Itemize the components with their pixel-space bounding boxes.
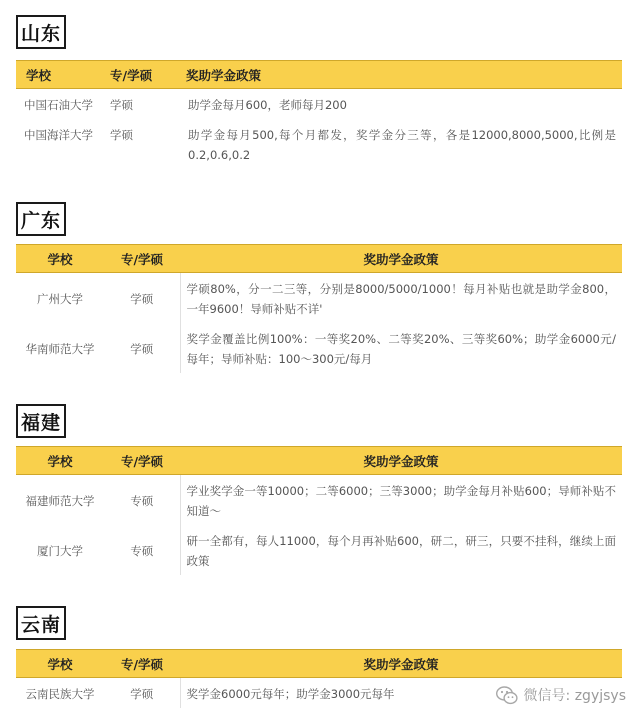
policy-table [16, 60, 622, 169]
table-row [16, 475, 622, 526]
cell-school: 厦门大学 [37, 544, 83, 558]
province-title: 福建 [16, 404, 66, 438]
cell-school: 华南师范大学 [25, 342, 95, 356]
header-degree: 专/学硕 [104, 61, 180, 89]
wechat-watermark [496, 685, 626, 705]
cell-school: 福建师范大学 [25, 494, 95, 508]
cell-degree: 学硕 [130, 342, 154, 356]
table-row [16, 323, 622, 373]
cell-degree: 学硕 [130, 687, 154, 701]
cell-policy: 奖学金覆盖比例100%：一等奖20%、二等奖20%、三等奖60%；助学金6000元/每年；导师补贴：100～300元/每月 [180, 323, 622, 373]
cell-policy: 助学金每月600，老师每月200 [188, 98, 347, 112]
header-degree: 专/学硕 [104, 650, 180, 678]
cell-degree: 专硕 [130, 494, 154, 508]
header-school: 学校 [16, 447, 104, 475]
header-school: 学校 [16, 61, 104, 89]
header-degree: 专/学硕 [104, 447, 180, 475]
header-policy: 奖助学金政策 [180, 61, 622, 89]
cell-school: 云南民族大学 [25, 687, 95, 701]
province-title: 山东 [16, 15, 66, 49]
cell-school: 广州大学 [37, 292, 83, 306]
header-degree: 专/学硕 [104, 245, 180, 273]
cell-school: 中国海洋大学 [24, 128, 93, 142]
table-row [16, 525, 622, 575]
cell-policy: 学硕80%，分一二三等，分别是8000/5000/1000！每月补贴也就是助学金800，一年9600！导师补贴不详' [180, 273, 622, 324]
header-policy: 奖助学金政策 [180, 245, 622, 273]
policy-table [16, 244, 622, 373]
table-header-row [16, 61, 622, 89]
table-row [16, 119, 622, 169]
cell-policy: 研一全都有，每人11000，每个月再补贴600，研二，研三，只要不挂科，继续上面政策 [180, 525, 622, 575]
table-header-row [16, 650, 622, 678]
table-header-row [16, 245, 622, 273]
table-row [16, 89, 622, 120]
cell-policy: 助学金每月500,每个月都发，奖学金分三等，各是12000,8000,5000,比例是0.2,0.6,0.2 [188, 128, 616, 162]
cell-degree: 专硕 [130, 544, 154, 558]
cell-degree: 学硕 [110, 128, 133, 142]
table-header-row [16, 447, 622, 475]
cell-degree: 学硕 [130, 292, 154, 306]
province-title: 云南 [16, 606, 66, 640]
header-policy: 奖助学金政策 [180, 447, 622, 475]
province-title: 广东 [16, 202, 66, 236]
cell-degree: 学硕 [110, 98, 133, 112]
table-row [16, 273, 622, 324]
header-policy: 奖助学金政策 [180, 650, 622, 678]
header-school: 学校 [16, 650, 104, 678]
wechat-id: 微信号: zgyjsys [523, 688, 626, 704]
header-school: 学校 [16, 245, 104, 273]
cell-policy: 学业奖学金一等10000；二等6000；三等3000；助学金每月补贴600；导师补贴不知道～ [180, 475, 622, 526]
policy-table [16, 446, 622, 575]
cell-policy: 奖学金6000元每年；助学金3000元每年 [180, 678, 622, 709]
cell-school: 中国石油大学 [24, 98, 93, 112]
wechat-icon [496, 686, 518, 705]
